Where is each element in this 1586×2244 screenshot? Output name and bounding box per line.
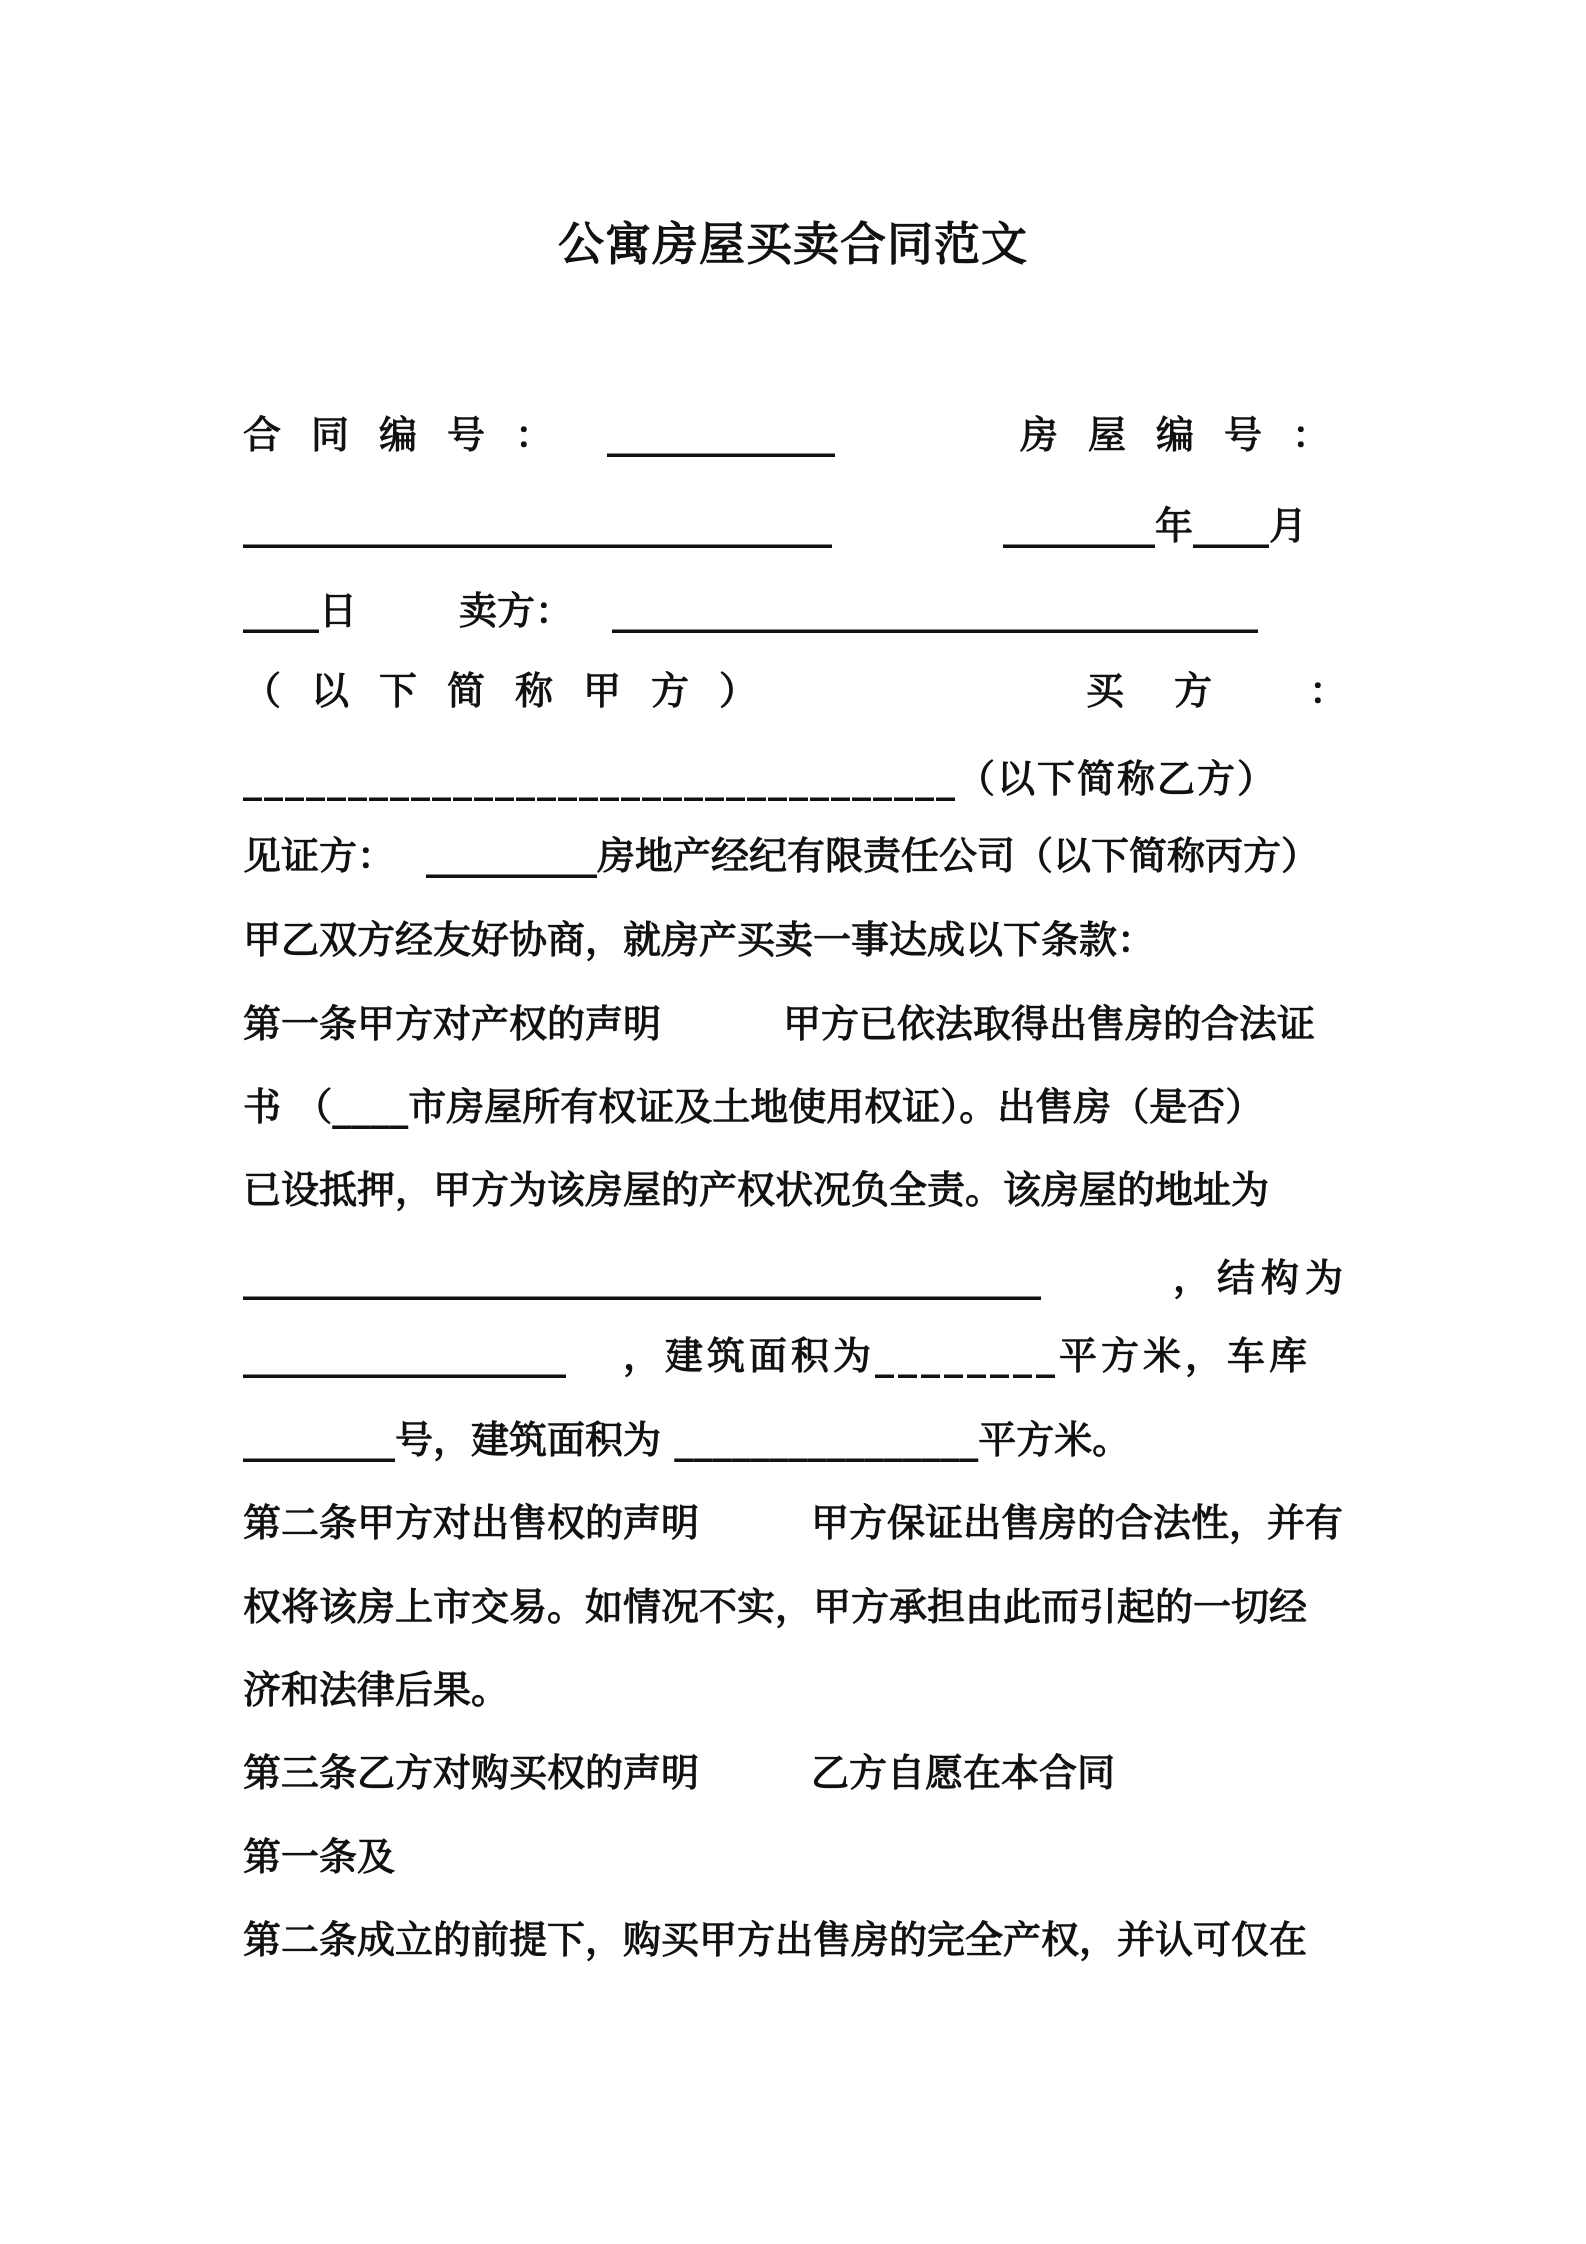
contract-number-line <box>243 407 1361 463</box>
article-1-line-6 <box>243 1412 1353 1468</box>
article-1-line-5 <box>243 1328 1353 1384</box>
article-2-line-1 <box>243 1495 1353 1551</box>
seller-line <box>243 583 1353 639</box>
article-3-text-start: 乙方自愿在本合同 <box>811 1751 1116 1795</box>
article-1-heading: 第一条甲方对产权的声明 <box>243 1002 662 1046</box>
witness-label: 见证方： <box>243 834 396 878</box>
party-b-text: __________________________________（以下简称乙方） <box>243 757 1278 801</box>
article-1-line-3 <box>243 1162 1353 1218</box>
house-number-label: 房屋编号： <box>1020 413 1361 457</box>
party-a-note: （以下简称甲方） <box>243 669 788 713</box>
article-3-text-2: 第一条及 <box>243 1835 396 1879</box>
area-text: ，建筑面积为________平方米，车库 <box>623 1334 1312 1378</box>
article-3-line-2 <box>243 1829 1353 1885</box>
article-1-line-1 <box>243 996 1353 1052</box>
article-3-text-3: 第二条成立的前提下，购买甲方出售房的完全产权，并认可仅在 <box>243 1918 1308 1962</box>
article-2-line-2 <box>243 1579 1353 1635</box>
seller-blank: __________________________________ <box>612 589 1258 633</box>
address-blank: __________________________________________ <box>243 1256 1041 1300</box>
house-number-blank: _______________________________ <box>243 504 832 548</box>
date-line <box>243 498 1353 554</box>
party-b-line <box>243 751 1353 807</box>
article-2-text-start: 甲方保证出售房的合法性，并有 <box>811 1501 1344 1545</box>
year-month-field: ________年____月 <box>1003 504 1308 548</box>
structure-label: ，结构为 <box>1173 1256 1350 1300</box>
document-title: 公寓房屋买卖合同范文 <box>558 217 1028 271</box>
article-3-line-1 <box>243 1745 1353 1801</box>
contract-number-label: 合同编号： <box>243 413 584 457</box>
contract-number-blank: ____________ <box>607 413 835 457</box>
article-2-text-2: 权将该房上市交易。如情况不实，甲方承担由此而引起的一切经 <box>243 1585 1308 1629</box>
day-field: ____日 <box>243 589 358 633</box>
article-2-heading: 第二条甲方对出售权的声明 <box>243 1501 700 1545</box>
article-1-line-4 <box>243 1250 1353 1306</box>
article-1-text-start: 甲方已依法取得出售房的合法证 <box>783 1002 1316 1046</box>
party-a-line <box>243 663 1353 719</box>
article-2-line-3 <box>243 1662 1353 1718</box>
witness-line <box>243 828 1353 884</box>
article-2-text-3: 济和法律后果。 <box>243 1668 510 1712</box>
buyer-colon: ： <box>1309 669 1348 713</box>
article-1-line-2 <box>243 1079 1353 1135</box>
article-3-heading: 第三条乙方对购买权的声明 <box>243 1751 700 1795</box>
garage-text: ________号，建筑面积为 ________________平方米。 <box>243 1418 1131 1462</box>
structure-blank: _________________ <box>243 1334 566 1378</box>
article-1-text-3: 已设抵押，甲方为该房屋的产权状况负全责。该房屋的地址为 <box>243 1168 1270 1212</box>
seller-label: 卖方： <box>459 589 574 633</box>
preamble-text: 甲乙双方经友好协商，就房产买卖一事达成以下条款： <box>243 918 1156 962</box>
buyer-label: 买方 <box>1086 669 1263 713</box>
article-1-text-2: 书 （____市房屋所有权证及土地使用权证）。出售房（是否） <box>243 1085 1264 1129</box>
preamble-line <box>243 912 1353 968</box>
article-3-line-3 <box>243 1912 1353 1968</box>
witness-company: _________房地产经纪有限责任公司（以下简称丙方） <box>426 834 1320 878</box>
